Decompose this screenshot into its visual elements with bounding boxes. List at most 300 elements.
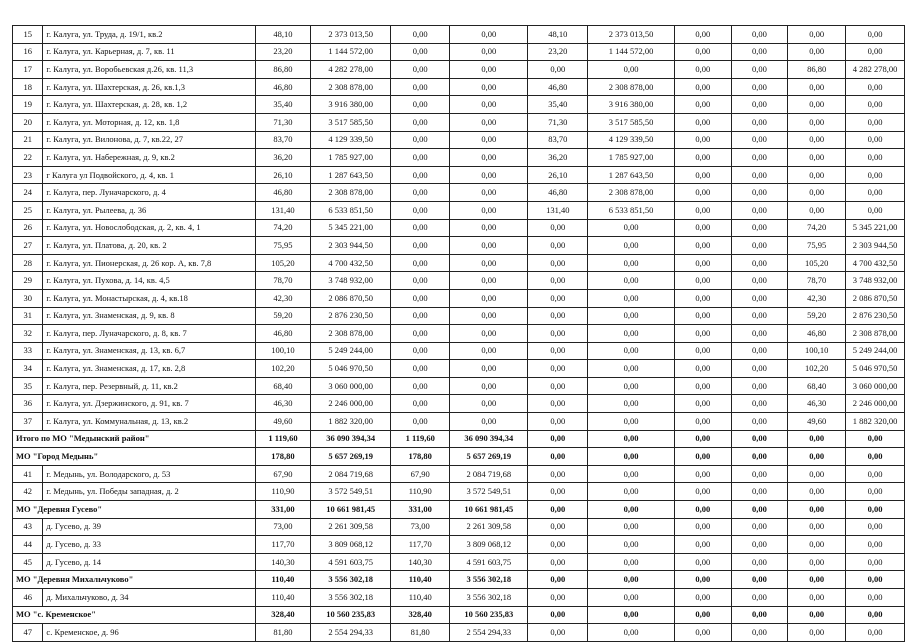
table-row (13, 78, 905, 96)
row-number: 37 (13, 413, 43, 431)
value-cell: 0,00 (528, 413, 588, 431)
value-cell: 0,00 (588, 61, 675, 79)
value-cell: 4 591 603,75 (450, 553, 528, 571)
value-cell: 0,00 (391, 113, 450, 131)
value-cell: 0,00 (674, 149, 731, 167)
value-cell: 0,00 (588, 589, 675, 607)
value-cell: 0,00 (788, 606, 846, 624)
value-cell: 4 129 339,50 (311, 131, 391, 149)
value-cell: 117,70 (255, 536, 310, 554)
value-cell: 46,80 (255, 78, 310, 96)
value-cell: 0,00 (391, 237, 450, 255)
table-row (13, 360, 905, 378)
value-cell: 0,00 (846, 78, 905, 96)
value-cell: 0,00 (731, 325, 788, 343)
subtotal-label: Итого по МО "Медынский район" (13, 430, 256, 448)
address-cell: д. Михальчуково, д. 34 (43, 589, 255, 607)
value-cell: 2 086 870,50 (846, 289, 905, 307)
value-cell: 2 303 944,50 (311, 237, 391, 255)
table-row (13, 483, 905, 501)
value-cell: 0,00 (788, 26, 846, 44)
value-cell: 0,00 (731, 571, 788, 589)
value-cell: 74,20 (255, 219, 310, 237)
value-cell: 0,00 (588, 237, 675, 255)
value-cell: 0,00 (674, 78, 731, 96)
value-cell: 68,40 (255, 377, 310, 395)
value-cell: 0,00 (731, 501, 788, 519)
value-cell: 0,00 (528, 536, 588, 554)
value-cell: 0,00 (788, 483, 846, 501)
value-cell: 0,00 (731, 518, 788, 536)
value-cell: 0,00 (450, 96, 528, 114)
value-cell: 1 287 643,50 (311, 166, 391, 184)
subtotal-label: МО "Деревня Михальчуково" (13, 571, 256, 589)
value-cell: 0,00 (528, 430, 588, 448)
value-cell: 2 876 230,50 (311, 307, 391, 325)
value-cell: 0,00 (588, 360, 675, 378)
table-row (13, 166, 905, 184)
address-cell: г. Калуга, ул. Монастырская, д. 4, кв.18 (43, 289, 255, 307)
row-number: 42 (13, 483, 43, 501)
table-row (13, 518, 905, 536)
row-number: 21 (13, 131, 43, 149)
value-cell: 0,00 (391, 342, 450, 360)
address-cell: г. Калуга, ул. Набережная, д. 9, кв.2 (43, 149, 255, 167)
value-cell: 0,00 (788, 149, 846, 167)
address-cell: г. Калуга, пер. Резервный, д. 11, кв.2 (43, 377, 255, 395)
value-cell: 0,00 (731, 131, 788, 149)
value-cell: 0,00 (731, 184, 788, 202)
value-cell: 0,00 (731, 360, 788, 378)
row-number: 25 (13, 201, 43, 219)
value-cell: 0,00 (788, 96, 846, 114)
value-cell: 0,00 (528, 553, 588, 571)
value-cell: 4 282 278,00 (311, 61, 391, 79)
value-cell: 4 591 603,75 (311, 553, 391, 571)
value-cell: 0,00 (731, 43, 788, 61)
value-cell: 0,00 (674, 430, 731, 448)
table-row (13, 342, 905, 360)
value-cell: 0,00 (450, 43, 528, 61)
value-cell: 0,00 (391, 325, 450, 343)
value-cell: 0,00 (528, 237, 588, 255)
value-cell: 0,00 (674, 184, 731, 202)
value-cell: 0,00 (674, 483, 731, 501)
value-cell: 2 876 230,50 (846, 307, 905, 325)
value-cell: 23,20 (255, 43, 310, 61)
value-cell: 0,00 (846, 536, 905, 554)
value-cell: 0,00 (528, 606, 588, 624)
value-cell: 2 303 944,50 (846, 237, 905, 255)
value-cell: 0,00 (731, 78, 788, 96)
address-cell: г. Медынь, ул. Володарского, д. 53 (43, 465, 255, 483)
table-row (13, 254, 905, 272)
value-cell: 0,00 (528, 377, 588, 395)
value-cell: 0,00 (588, 606, 675, 624)
subtotal-row (13, 606, 905, 624)
value-cell: 117,70 (391, 536, 450, 554)
value-cell: 0,00 (391, 395, 450, 413)
value-cell: 0,00 (846, 518, 905, 536)
value-cell: 0,00 (674, 43, 731, 61)
value-cell: 36,20 (255, 149, 310, 167)
value-cell: 0,00 (846, 483, 905, 501)
value-cell: 2 308 878,00 (588, 184, 675, 202)
row-number: 15 (13, 26, 43, 44)
table-body (13, 26, 905, 642)
value-cell: 73,00 (391, 518, 450, 536)
value-cell: 0,00 (788, 448, 846, 466)
value-cell: 71,30 (528, 113, 588, 131)
value-cell: 42,30 (788, 289, 846, 307)
value-cell: 3 809 068,12 (450, 536, 528, 554)
row-number: 31 (13, 307, 43, 325)
value-cell: 110,90 (255, 483, 310, 501)
value-cell: 0,00 (450, 149, 528, 167)
row-number: 28 (13, 254, 43, 272)
address-cell: г. Калуга, ул. Коммунальная, д. 13, кв.2 (43, 413, 255, 431)
value-cell: 59,20 (255, 307, 310, 325)
value-cell: 0,00 (674, 342, 731, 360)
value-cell: 0,00 (731, 149, 788, 167)
value-cell: 35,40 (255, 96, 310, 114)
value-cell: 0,00 (846, 131, 905, 149)
value-cell: 5 046 970,50 (311, 360, 391, 378)
value-cell: 0,00 (391, 254, 450, 272)
value-cell: 0,00 (674, 166, 731, 184)
value-cell: 5 046 970,50 (846, 360, 905, 378)
value-cell: 2 308 878,00 (311, 78, 391, 96)
value-cell: 2 246 000,00 (846, 395, 905, 413)
value-cell: 0,00 (731, 26, 788, 44)
row-number: 47 (13, 624, 43, 642)
value-cell: 0,00 (788, 501, 846, 519)
value-cell: 3 060 000,00 (846, 377, 905, 395)
value-cell: 0,00 (391, 289, 450, 307)
value-cell: 0,00 (588, 483, 675, 501)
value-cell: 0,00 (674, 272, 731, 290)
address-cell: г. Калуга, ул. Шахтерская, д. 26, кв.1,3 (43, 78, 255, 96)
value-cell: 0,00 (788, 430, 846, 448)
value-cell: 0,00 (450, 360, 528, 378)
value-cell: 328,40 (255, 606, 310, 624)
row-number: 16 (13, 43, 43, 61)
value-cell: 2 308 878,00 (311, 325, 391, 343)
value-cell: 3 916 380,00 (311, 96, 391, 114)
value-cell: 0,00 (788, 113, 846, 131)
value-cell: 0,00 (391, 131, 450, 149)
value-cell: 0,00 (588, 430, 675, 448)
address-cell: г. Калуга, ул. Платова, д. 20, кв. 2 (43, 237, 255, 255)
value-cell: 3 517 585,50 (311, 113, 391, 131)
table-row (13, 113, 905, 131)
value-cell: 0,00 (788, 553, 846, 571)
value-cell: 0,00 (588, 377, 675, 395)
value-cell: 6 533 851,50 (588, 201, 675, 219)
value-cell: 178,80 (391, 448, 450, 466)
value-cell: 331,00 (255, 501, 310, 519)
value-cell: 2 246 000,00 (311, 395, 391, 413)
value-cell: 0,00 (846, 624, 905, 642)
value-cell: 46,30 (788, 395, 846, 413)
value-cell: 0,00 (450, 413, 528, 431)
value-cell: 0,00 (588, 272, 675, 290)
value-cell: 0,00 (846, 166, 905, 184)
value-cell: 0,00 (588, 289, 675, 307)
value-cell: 0,00 (674, 413, 731, 431)
value-cell: 3 060 000,00 (311, 377, 391, 395)
value-cell: 46,80 (255, 184, 310, 202)
value-cell: 0,00 (391, 166, 450, 184)
value-cell: 0,00 (528, 483, 588, 501)
table-row (13, 96, 905, 114)
value-cell: 0,00 (788, 536, 846, 554)
table-row (13, 377, 905, 395)
value-cell: 110,40 (255, 571, 310, 589)
value-cell: 0,00 (391, 78, 450, 96)
value-cell: 67,90 (391, 465, 450, 483)
row-number: 17 (13, 61, 43, 79)
value-cell: 0,00 (450, 78, 528, 96)
value-cell: 0,00 (674, 254, 731, 272)
value-cell: 0,00 (528, 61, 588, 79)
value-cell: 0,00 (674, 131, 731, 149)
table-row (13, 289, 905, 307)
value-cell: 0,00 (528, 448, 588, 466)
value-cell: 10 661 981,45 (450, 501, 528, 519)
value-cell: 35,40 (528, 96, 588, 114)
value-cell: 86,80 (788, 61, 846, 79)
value-cell: 0,00 (846, 430, 905, 448)
value-cell: 0,00 (391, 149, 450, 167)
value-cell: 0,00 (391, 184, 450, 202)
address-cell: г. Калуга, ул. Пухова, д. 14, кв. 4,5 (43, 272, 255, 290)
value-cell: 0,00 (846, 571, 905, 589)
value-cell: 0,00 (846, 149, 905, 167)
value-cell: 0,00 (731, 219, 788, 237)
value-cell: 48,10 (528, 26, 588, 44)
value-cell: 110,40 (391, 571, 450, 589)
address-cell: г. Калуга, пер. Луначарского, д. 4 (43, 184, 255, 202)
value-cell: 83,70 (255, 131, 310, 149)
housing-program-table (12, 25, 905, 642)
value-cell: 0,00 (588, 395, 675, 413)
value-cell: 0,00 (731, 307, 788, 325)
address-cell: г. Калуга, ул. Знаменская, д. 9, кв. 8 (43, 307, 255, 325)
value-cell: 4 700 432,50 (311, 254, 391, 272)
value-cell: 0,00 (788, 201, 846, 219)
value-cell: 0,00 (391, 96, 450, 114)
value-cell: 0,00 (450, 26, 528, 44)
address-cell: г. Медынь, ул. Победы западная, д. 2 (43, 483, 255, 501)
value-cell: 3 748 932,00 (311, 272, 391, 290)
value-cell: 2 261 309,58 (311, 518, 391, 536)
value-cell: 0,00 (674, 518, 731, 536)
value-cell: 0,00 (528, 307, 588, 325)
subtotal-row (13, 571, 905, 589)
value-cell: 46,30 (255, 395, 310, 413)
value-cell: 110,40 (391, 589, 450, 607)
value-cell: 0,00 (674, 219, 731, 237)
value-cell: 0,00 (588, 325, 675, 343)
table-row (13, 272, 905, 290)
value-cell: 2 086 870,50 (311, 289, 391, 307)
value-cell: 0,00 (450, 307, 528, 325)
value-cell: 0,00 (731, 413, 788, 431)
value-cell: 0,00 (731, 237, 788, 255)
value-cell: 0,00 (846, 43, 905, 61)
table-row (13, 43, 905, 61)
table-row (13, 184, 905, 202)
row-number: 41 (13, 465, 43, 483)
value-cell: 0,00 (788, 43, 846, 61)
value-cell: 71,30 (255, 113, 310, 131)
value-cell: 0,00 (450, 61, 528, 79)
value-cell: 2 373 013,50 (311, 26, 391, 44)
value-cell: 5 345 221,00 (311, 219, 391, 237)
value-cell: 140,30 (391, 553, 450, 571)
table-row (13, 131, 905, 149)
value-cell: 0,00 (588, 219, 675, 237)
value-cell: 0,00 (588, 518, 675, 536)
value-cell: 0,00 (731, 289, 788, 307)
value-cell: 46,80 (528, 78, 588, 96)
value-cell: 0,00 (731, 254, 788, 272)
value-cell: 0,00 (391, 360, 450, 378)
value-cell: 0,00 (674, 589, 731, 607)
value-cell: 0,00 (731, 606, 788, 624)
value-cell: 78,70 (255, 272, 310, 290)
value-cell: 49,60 (255, 413, 310, 431)
value-cell: 0,00 (528, 219, 588, 237)
value-cell: 0,00 (588, 307, 675, 325)
value-cell: 10 661 981,45 (311, 501, 391, 519)
value-cell: 2 554 294,33 (450, 624, 528, 642)
table-row (13, 149, 905, 167)
value-cell: 0,00 (674, 26, 731, 44)
value-cell: 0,00 (450, 377, 528, 395)
value-cell: 46,80 (528, 184, 588, 202)
subtotal-row (13, 430, 905, 448)
value-cell: 0,00 (588, 342, 675, 360)
value-cell: 0,00 (674, 360, 731, 378)
value-cell: 0,00 (450, 237, 528, 255)
value-cell: 0,00 (588, 465, 675, 483)
value-cell: 2 308 878,00 (311, 184, 391, 202)
address-cell: г. Калуга, ул. Воробьевская д.26, кв. 11,3 (43, 61, 255, 79)
table-row (13, 465, 905, 483)
value-cell: 0,00 (588, 413, 675, 431)
subtotal-label: МО "Деревня Гусево" (13, 501, 256, 519)
value-cell: 0,00 (846, 501, 905, 519)
table-row (13, 219, 905, 237)
value-cell: 0,00 (846, 448, 905, 466)
value-cell: 1 785 927,00 (311, 149, 391, 167)
value-cell: 0,00 (588, 571, 675, 589)
value-cell: 1 287 643,50 (588, 166, 675, 184)
value-cell: 0,00 (674, 113, 731, 131)
value-cell: 0,00 (846, 465, 905, 483)
row-number: 29 (13, 272, 43, 290)
value-cell: 0,00 (788, 78, 846, 96)
table-row (13, 536, 905, 554)
value-cell: 2 308 878,00 (846, 325, 905, 343)
value-cell: 0,00 (788, 571, 846, 589)
value-cell: 48,10 (255, 26, 310, 44)
value-cell: 5 657 269,19 (450, 448, 528, 466)
subtotal-row (13, 501, 905, 519)
address-cell: г. Калуга, ул. Труда, д. 19/1, кв.2 (43, 26, 255, 44)
value-cell: 0,00 (674, 606, 731, 624)
value-cell: 1 144 572,00 (588, 43, 675, 61)
value-cell: 0,00 (674, 289, 731, 307)
value-cell: 2 554 294,33 (311, 624, 391, 642)
subtotal-row (13, 448, 905, 466)
value-cell: 26,10 (255, 166, 310, 184)
value-cell: 3 748 932,00 (846, 272, 905, 290)
value-cell: 0,00 (450, 289, 528, 307)
value-cell: 67,90 (255, 465, 310, 483)
value-cell: 100,10 (255, 342, 310, 360)
address-cell: г. Калуга, ул. Карьерная, д. 7, кв. 11 (43, 43, 255, 61)
address-cell: г. Калуга, ул. Новослободская, д. 2, кв. 4, 1 (43, 219, 255, 237)
value-cell: 0,00 (588, 553, 675, 571)
value-cell: 105,20 (788, 254, 846, 272)
value-cell: 0,00 (674, 571, 731, 589)
value-cell: 0,00 (391, 413, 450, 431)
value-cell: 73,00 (255, 518, 310, 536)
address-cell: г. Калуга, ул. Пионерская, д. 26 кор. А, кв. 7,8 (43, 254, 255, 272)
value-cell: 3 556 302,18 (311, 571, 391, 589)
value-cell: 0,00 (450, 184, 528, 202)
address-cell: с. Кременское, д. 96 (43, 624, 255, 642)
row-number: 24 (13, 184, 43, 202)
table-row (13, 553, 905, 571)
value-cell: 140,30 (255, 553, 310, 571)
row-number: 19 (13, 96, 43, 114)
value-cell: 0,00 (846, 589, 905, 607)
value-cell: 3 556 302,18 (311, 589, 391, 607)
address-cell: г. Калуга, ул. Рылеева, д. 36 (43, 201, 255, 219)
value-cell: 6 533 851,50 (311, 201, 391, 219)
table-row (13, 237, 905, 255)
value-cell: 2 373 013,50 (588, 26, 675, 44)
value-cell: 0,00 (391, 43, 450, 61)
value-cell: 0,00 (588, 624, 675, 642)
value-cell: 59,20 (788, 307, 846, 325)
value-cell: 0,00 (391, 377, 450, 395)
value-cell: 49,60 (788, 413, 846, 431)
value-cell: 0,00 (391, 201, 450, 219)
value-cell: 0,00 (391, 61, 450, 79)
value-cell: 0,00 (731, 483, 788, 501)
value-cell: 0,00 (528, 518, 588, 536)
value-cell: 0,00 (528, 589, 588, 607)
value-cell: 0,00 (731, 342, 788, 360)
value-cell: 0,00 (450, 219, 528, 237)
address-cell: г Калуга ул Подвойского, д. 4, кв. 1 (43, 166, 255, 184)
value-cell: 0,00 (731, 272, 788, 290)
value-cell: 105,20 (255, 254, 310, 272)
value-cell: 3 809 068,12 (311, 536, 391, 554)
value-cell: 1 785 927,00 (588, 149, 675, 167)
value-cell: 4 129 339,50 (588, 131, 675, 149)
value-cell: 46,80 (255, 325, 310, 343)
row-number: 23 (13, 166, 43, 184)
value-cell: 0,00 (731, 166, 788, 184)
value-cell: 0,00 (674, 448, 731, 466)
value-cell: 0,00 (788, 624, 846, 642)
